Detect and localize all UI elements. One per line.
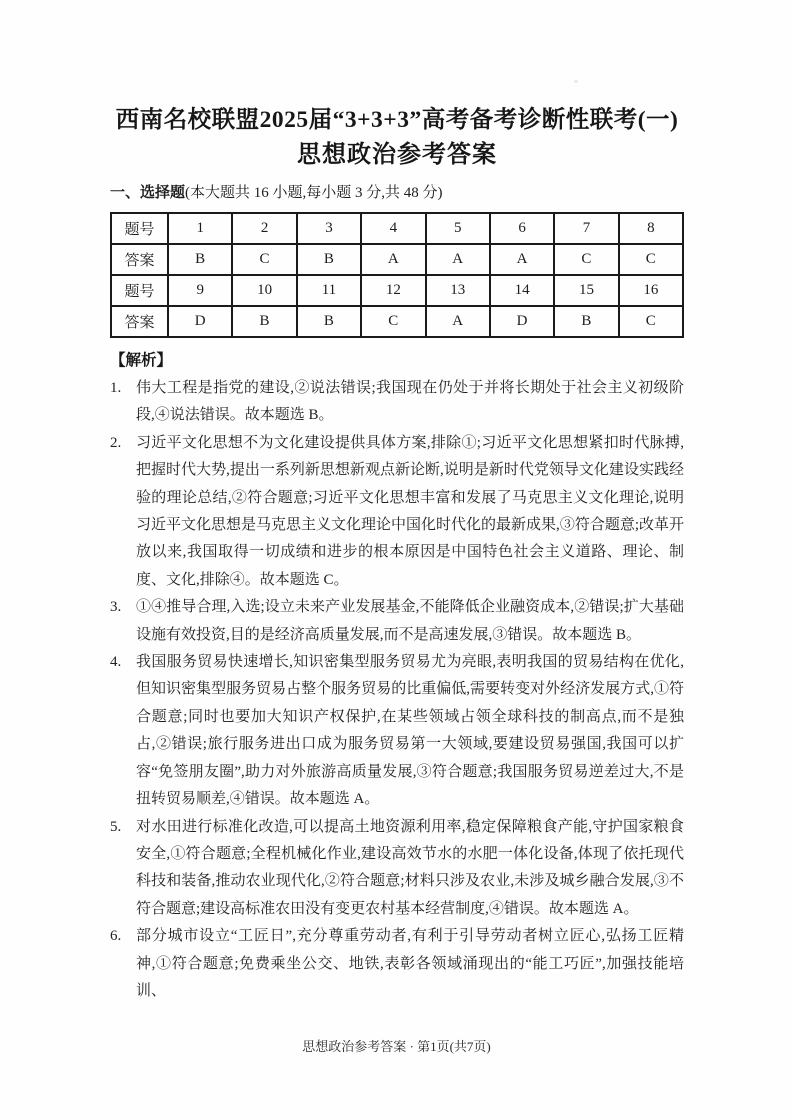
analysis-item-2 xyxy=(110,430,684,594)
question-number-cell: 1 xyxy=(168,213,232,244)
document-title-line1: 西南名校联盟2025届“3+3+3”高考备考诊断性联考(一) xyxy=(115,107,679,133)
table-row xyxy=(111,275,683,306)
question-number-cell: 2 xyxy=(232,213,296,244)
question-number-cell: 11 xyxy=(297,275,361,306)
table-row xyxy=(111,244,683,275)
analysis-item-3 xyxy=(110,594,684,649)
analysis-items xyxy=(110,375,684,1005)
question-number-cell: 4 xyxy=(361,213,425,244)
answer-cell: C xyxy=(619,244,683,275)
answer-cell: C xyxy=(619,306,683,337)
answer-cell: D xyxy=(490,306,554,337)
answer-cell: B xyxy=(168,244,232,275)
question-number-cell: 16 xyxy=(619,275,683,306)
item-number: 6. xyxy=(110,928,122,945)
item-text: 伟大工程是指党的建设,②说法错误;我国现在仍处于并将长期处于社会主义初级阶段,④说法错误。故本题选 B。 xyxy=(136,380,684,424)
analysis-section-label: 【解析】 xyxy=(110,352,173,369)
page-content xyxy=(110,102,684,1005)
row-header-cell: 答案 xyxy=(111,244,168,275)
table-row xyxy=(111,213,683,244)
answer-cell: B xyxy=(232,306,296,337)
item-text: 习近平文化思想不为文化建设提供具体方案,排除①;习近平文化思想紧扣时代脉搏,把握时代大势,提出一系列新思想新观点新论断,说明是新时代党领导文化建设实践经验的理论总结,②符合题意;习近平文化思想丰富和发展了马克思主义文化理论,说明习近平文化思想是马克思主义文化理论中国化时代化的最新成果,③符合题意;改革开放以来,我国取得一切成绩和进步的根本原因是中国特色社会主义道路、理论、制度、文化,排除④。故本题选 C。 xyxy=(136,434,684,588)
row-header-cell: 答案 xyxy=(111,306,168,337)
scan-noise-dot xyxy=(574,80,578,83)
item-number: 3. xyxy=(110,599,122,616)
question-number-cell: 6 xyxy=(490,213,554,244)
question-number-cell: 5 xyxy=(426,213,490,244)
question-number-cell: 14 xyxy=(490,275,554,306)
item-number: 2. xyxy=(110,434,122,451)
answer-cell: B xyxy=(297,306,361,337)
table-row xyxy=(111,306,683,337)
item-number: 1. xyxy=(110,380,122,396)
analysis-item-6 xyxy=(110,923,684,1005)
item-text: 对水田进行标准化改造,可以提高土地资源利用率,稳定保障粮食产能,守护国家粮食安全,①符合题意;全程机械化作业,建设高效节水的水肥一体化设备,体现了依托现代科技和装备,推动农业现代化,②符合题意;材料只涉及农业,未涉及城乡融合发展,③不符合题意;建设高标准农田没有变更农村基本经营制度,④错误。故本题选 A。 xyxy=(136,818,684,917)
answer-cell: A xyxy=(426,306,490,337)
item-number: 5. xyxy=(110,818,122,835)
section-heading-note: (本大题共 16 小题,每小题 3 分,共 48 分) xyxy=(185,185,443,201)
answer-cell: D xyxy=(168,306,232,337)
question-number-cell: 8 xyxy=(619,213,683,244)
answer-key-table xyxy=(110,212,684,338)
question-number-cell: 7 xyxy=(554,213,618,244)
analysis-item-5 xyxy=(110,814,684,924)
item-text: 我国服务贸易快速增长,知识密集型服务贸易尤为亮眼,表明我国的贸易结构在优化,但知识密集型服务贸易占整个服务贸易的比重偏低,需要转变对外经济发展方式,①符合题意;同时也要加大知识产权保护,在某些领域占领全球科技的制高点,而不是独占,②错误;旅行服务进出口成为服务贸易第一大领域,要建设贸易强国,我国可以扩容“免签朋友圈”,助力对外旅游高质量发展,③符合题意;我国服务贸易逆差过大,不是扭转贸易顺差,④错误。故本题选 A。 xyxy=(136,654,684,808)
section-heading xyxy=(110,182,684,204)
answer-cell: B xyxy=(297,244,361,275)
question-number-cell: 13 xyxy=(426,275,490,306)
answer-cell: C xyxy=(232,244,296,275)
answer-cell: A xyxy=(361,244,425,275)
question-number-cell: 9 xyxy=(168,275,232,306)
item-number: 4. xyxy=(110,654,122,671)
answer-cell: C xyxy=(554,244,618,275)
row-header-cell: 题号 xyxy=(111,275,168,306)
question-number-cell: 3 xyxy=(297,213,361,244)
page-footer: 思想政治参考答案 · 第1页(共7页) xyxy=(302,1039,491,1054)
answer-cell: B xyxy=(554,306,618,337)
item-text: 部分城市设立“工匠日”,充分尊重劳动者,有利于引导劳动者树立匠心,弘扬工匠精神,①符合题意;免费乘坐公交、地铁,表彰各领域涌现出的“能工巧匠”,加强技能培训、 xyxy=(136,928,684,999)
document-title-line2: 思想政治参考答案 xyxy=(297,142,497,168)
section-heading-label: 一、选择题 xyxy=(110,185,186,201)
analysis-item-1 xyxy=(110,375,684,430)
answer-cell: C xyxy=(361,306,425,337)
question-number-cell: 12 xyxy=(361,275,425,306)
question-number-cell: 15 xyxy=(554,275,618,306)
question-number-cell: 10 xyxy=(232,275,296,306)
item-text: ①④推导合理,入选;设立未来产业发展基金,不能降低企业融资成本,②错误;扩大基础设施有效投资,目的是经济高质量发展,而不是高速发展,③错误。故本题选 B。 xyxy=(136,599,684,643)
answer-cell: A xyxy=(426,244,490,275)
answer-cell: A xyxy=(490,244,554,275)
analysis-item-4 xyxy=(110,649,684,813)
row-header-cell: 题号 xyxy=(111,213,168,244)
